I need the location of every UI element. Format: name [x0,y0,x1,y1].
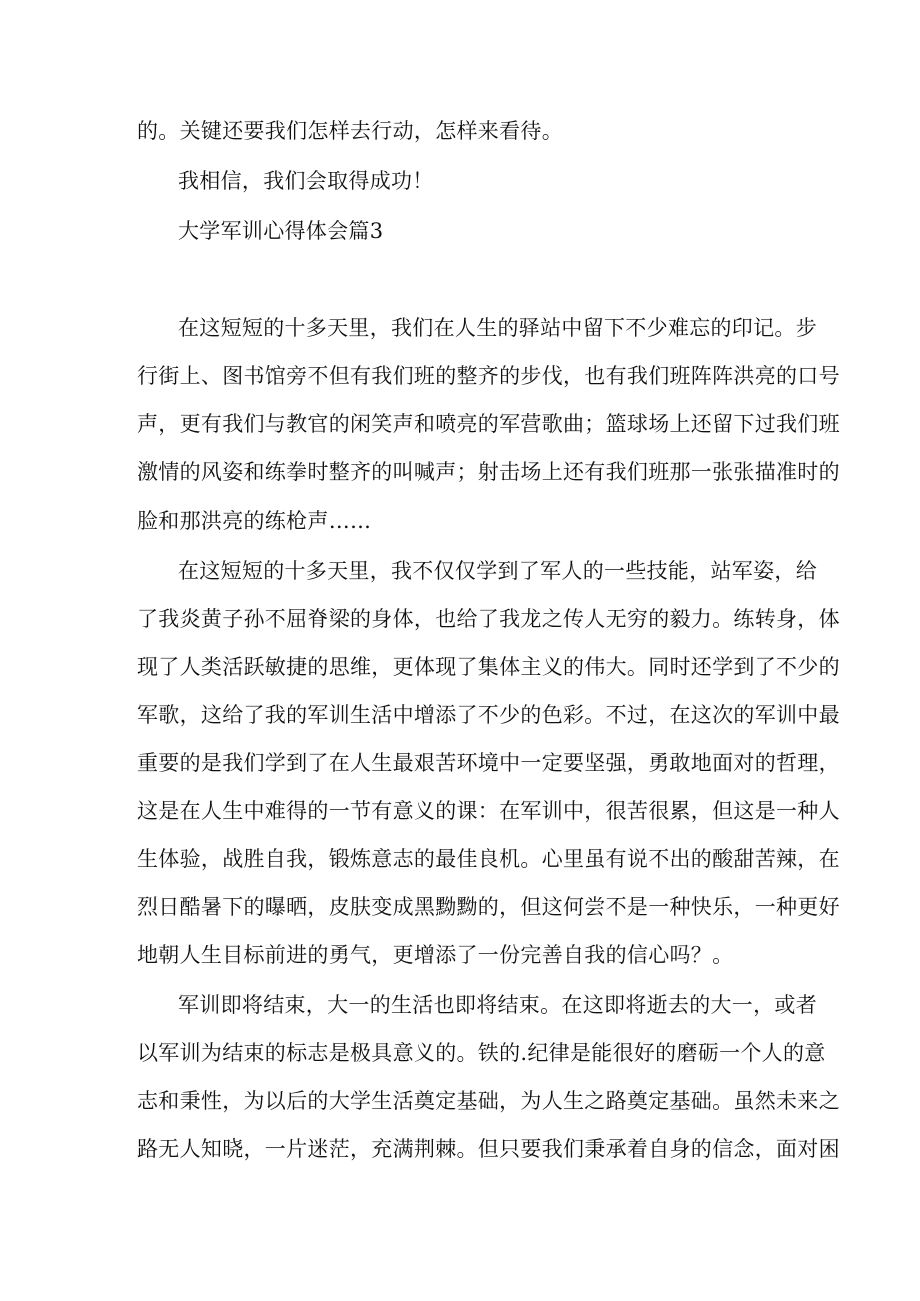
paragraph-line: 声，更有我们与教官的闲笑声和喷亮的军营歌曲；篮球场上还留下过我们班 [137,412,840,436]
paragraph-line: 烈日酷暑下的曝晒，皮肤变成黑黝黝的，但这何尝不是一种快乐，一种更好 [137,895,840,919]
paragraph-line: 生体验，战胜自我，锻炼意志的最佳良机。心里虽有说不出的酸甜苦辣，在 [137,847,840,871]
paragraph-line: 重要的是我们学到了在人生最艰苦环境中一定要坚强，勇敢地面对的哲理， [137,751,840,775]
paragraph-line: 激情的风姿和练拳时整齐的叫喊声；射击场上还有我们班那一张张描准时的 [137,460,840,484]
closing-sentence: 我相信，我们会取得成功！ [178,169,434,193]
section-title: 大学军训心得体会篇3 [178,219,384,243]
paragraph-continuation-line: 的。关键还要我们怎样去行动，怎样来看待。 [137,119,563,143]
paragraph-line: 这是在人生中难得的一节有意义的课：在军训中，很苦很累，但这是一种人 [137,799,840,823]
paragraph-line: 路无人知晓，一片迷茫，充满荆棘。但只要我们秉承着自身的信念，面对困 [137,1137,840,1161]
paragraph-line: 军训即将结束，大一的生活也即将结束。在这即将逝去的大一，或者 [178,993,817,1017]
paragraph-line: 以军训为结束的标志是极具意义的。铁的.纪律是能很好的磨砺一个人的意 [137,1041,826,1065]
paragraph-line: 现了人类活跃敏捷的思维，更体现了集体主义的伟大。同时还学到了不少的 [137,655,840,679]
paragraph-line: 行街上、图书馆旁不但有我们班的整齐的步伐，也有我们班阵阵洪亮的口号 [137,364,840,388]
paragraph-line: 了我炎黄子孙不屈脊梁的身体，也给了我龙之传人无穷的毅力。练转身，体 [137,607,840,631]
paragraph-line: 在这短短的十多天里，我们在人生的驿站中留下不少难忘的印记。步 [178,316,817,340]
paragraph-line: 在这短短的十多天里，我不仅仅学到了军人的一些技能，站军姿，给 [178,559,817,583]
paragraph-line: 志和秉性，为以后的大学生活奠定基础，为人生之路奠定基础。虽然未来之 [137,1089,840,1113]
paragraph-line: 军歌，这给了我的军训生活中增添了不少的色彩。不过，在这次的军训中最 [137,703,840,727]
paragraph-line: 脸和那洪亮的练枪声…… [137,509,372,533]
paragraph-line: 地朝人生目标前进的勇气，更增添了一份完善自我的信心吗？。 [137,943,734,967]
